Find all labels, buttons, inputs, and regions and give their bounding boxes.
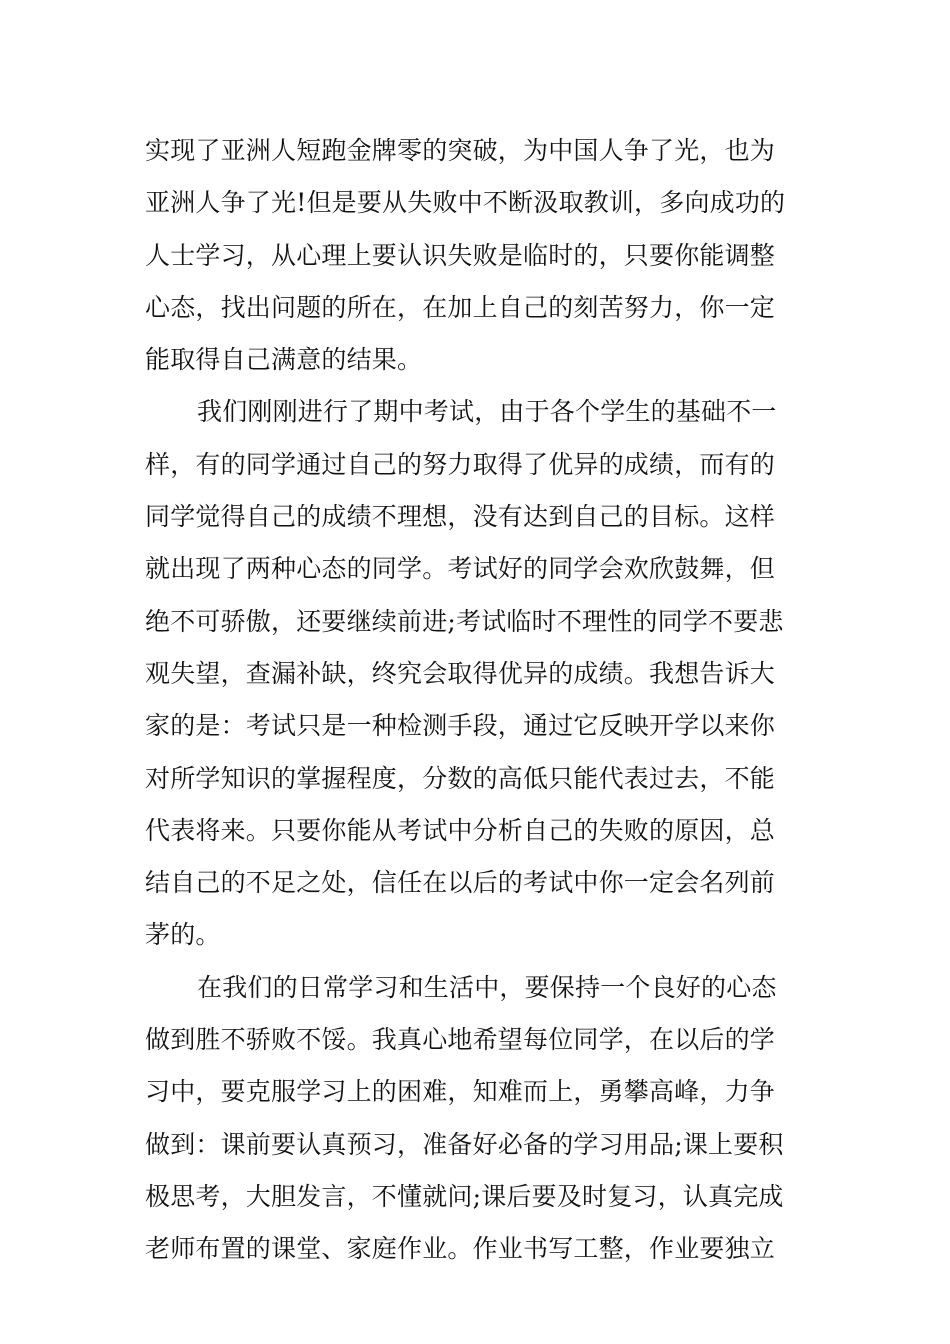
- text-line: 做到：课前要认真预习，准备好必备的学习用品;课上要积: [145, 1129, 784, 1159]
- text-line: 能取得自己满意的结果。: [145, 345, 423, 375]
- text-line: 实现了亚洲人短跑金牌零的突破，为中国人争了光，也为: [145, 136, 776, 165]
- paragraph-2: [145, 386, 805, 961]
- text-line: 亚洲人争了光!但是要从失败中不断汲取教训，多向成功的: [145, 188, 786, 218]
- text-line: 结自己的不足之处，信任在以后的考试中你一定会名列前: [145, 868, 776, 898]
- text-line: 在我们的日常学习和生活中，要保持一个良好的心态: [197, 972, 777, 1002]
- text-line: 同学觉得自己的成绩不理想，没有达到自己的目标。这样: [145, 502, 776, 532]
- text-line: 绝不可骄傲，还要继续前进;考试临时不理性的同学不要悲: [145, 606, 784, 636]
- document-body: [145, 125, 805, 1276]
- text-line: 人士学习，从心理上要认识失败是临时的，只要你能调整: [145, 240, 776, 270]
- text-line: 茅的。: [145, 920, 221, 950]
- text-line: 我们刚刚进行了期中考试，由于各个学生的基础不一: [197, 397, 777, 427]
- paragraph-1: [145, 125, 805, 386]
- text-line: 对所学知识的掌握程度，分数的高低只能代表过去，不能: [145, 763, 776, 793]
- text-line: 就出现了两种心态的同学。考试好的同学会欢欣鼓舞，但: [145, 554, 776, 584]
- text-line: 心态，找出问题的所在，在加上自己的刻苦努力，你一定: [145, 292, 776, 322]
- text-line: 观失望，查漏补缺，终究会取得优异的成绩。我想告诉大: [145, 658, 776, 688]
- text-line: 代表将来。只要你能从考试中分析自己的失败的原因，总: [145, 815, 776, 845]
- text-line: 样，有的同学通过自己的努力取得了优异的成绩，而有的: [145, 449, 776, 479]
- paragraph-3: [145, 962, 805, 1276]
- text-line: 习中，要克服学习上的困难，知难而上，勇攀高峰，力争: [145, 1077, 776, 1107]
- text-line: 家的是：考试只是一种检测手段，通过它反映开学以来你: [145, 711, 776, 741]
- text-line: 极思考，大胆发言，不懂就问;课后要及时复习，认真完成: [145, 1181, 784, 1211]
- text-line: 老师布置的课堂、家庭作业。作业书写工整，作业要独立: [145, 1234, 776, 1264]
- text-line: 做到胜不骄败不馁。我真心地希望每位同学，在以后的学: [145, 1025, 776, 1055]
